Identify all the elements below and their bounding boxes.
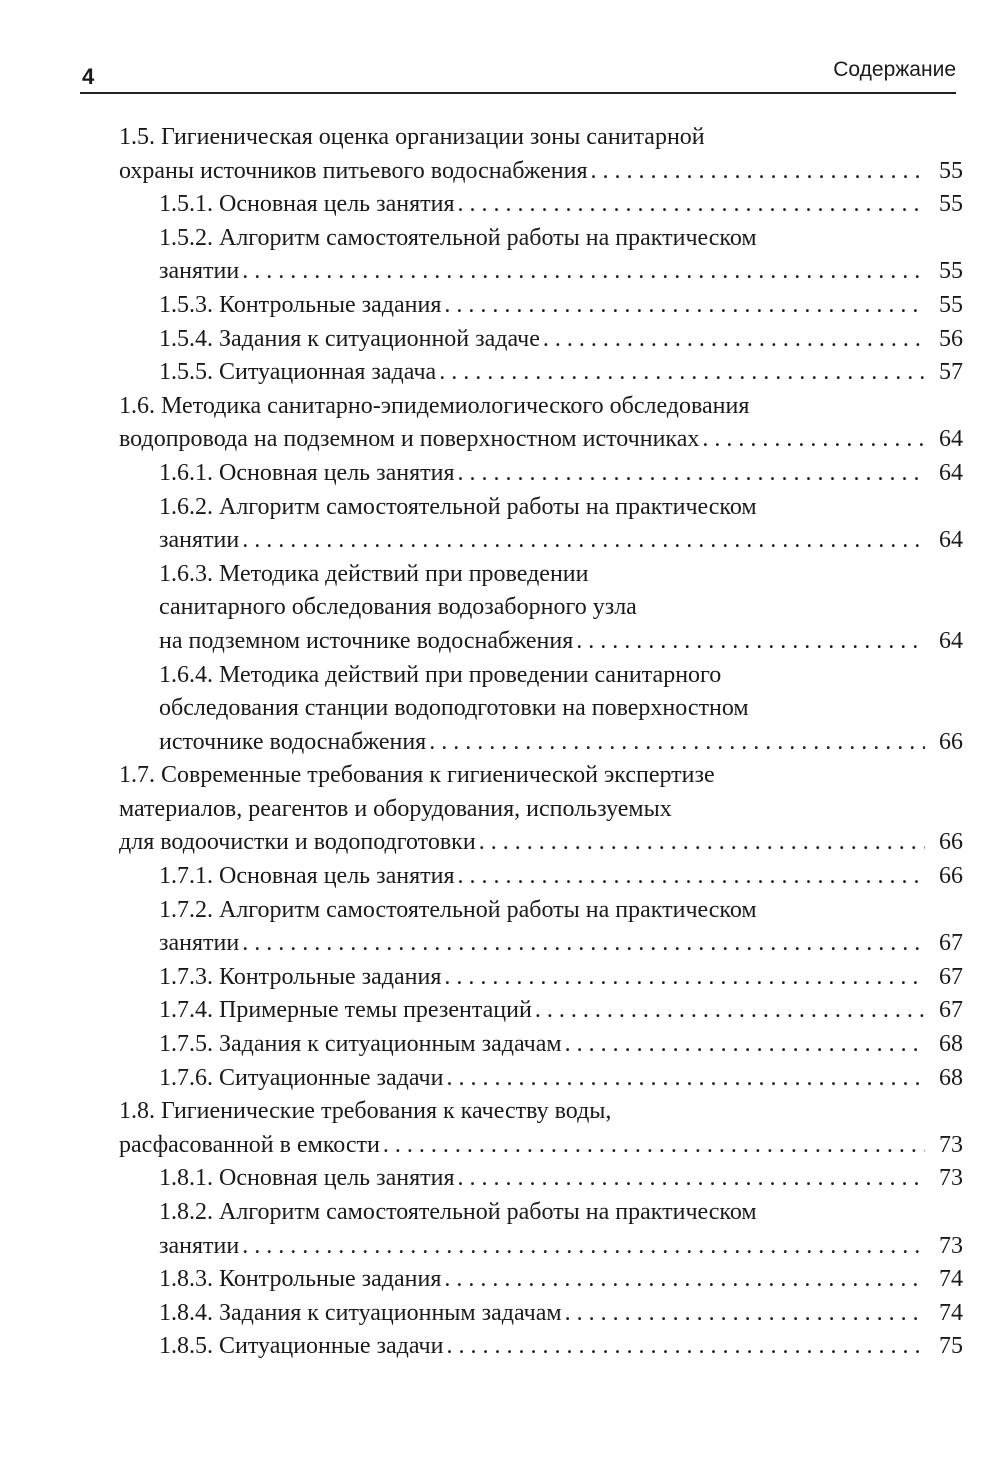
toc-entry-text: 1.8.1. Основная цель занятия bbox=[159, 1165, 455, 1192]
toc-entry-last-line bbox=[159, 524, 963, 558]
toc-entry-text: обследования станции водоподготовки на поверхностном bbox=[159, 695, 749, 722]
running-header bbox=[80, 52, 956, 92]
toc-entry-line bbox=[159, 659, 963, 693]
dot-leader bbox=[699, 423, 925, 457]
dot-leader bbox=[441, 961, 925, 995]
toc-entry-last-line bbox=[159, 1297, 963, 1331]
toc-page-number: 73 bbox=[939, 1232, 963, 1259]
toc-entry-text: 1.8.4. Задания к ситуационным задачам bbox=[159, 1299, 562, 1326]
toc-page-number: 73 bbox=[939, 1165, 963, 1192]
toc-entry-text: 1.6.2. Алгоритм самостоятельной работы на практическом bbox=[159, 493, 757, 520]
dot-leader bbox=[443, 1062, 925, 1096]
toc-page-number: 67 bbox=[939, 963, 963, 990]
toc-entry bbox=[119, 121, 963, 188]
dot-leader bbox=[562, 1297, 925, 1331]
toc-entry bbox=[119, 994, 963, 1028]
toc-page-number: 67 bbox=[939, 997, 963, 1024]
dot-leader bbox=[532, 994, 925, 1028]
dot-leader bbox=[455, 860, 926, 894]
toc-entry-text: занятии bbox=[159, 930, 240, 957]
dot-leader bbox=[455, 457, 926, 491]
toc-page-number: 73 bbox=[939, 1131, 963, 1158]
dot-leader bbox=[573, 625, 925, 659]
toc-entry bbox=[119, 1162, 963, 1196]
toc-entry-line bbox=[159, 491, 963, 525]
toc-entry bbox=[119, 1330, 963, 1364]
toc-page-number: 56 bbox=[939, 325, 963, 352]
toc-entry-line bbox=[159, 558, 963, 592]
toc-entry-text: источнике водоснабжения bbox=[159, 728, 427, 755]
dot-leader bbox=[441, 1263, 925, 1297]
dot-leader bbox=[562, 1028, 925, 1062]
toc-page-number: 55 bbox=[939, 258, 963, 285]
dot-leader bbox=[239, 927, 925, 961]
toc-entry-text: 1.7.4. Примерные темы презентаций bbox=[159, 997, 532, 1024]
toc-entry-text: 1.7.3. Контрольные задания bbox=[159, 963, 442, 990]
page-number: 4 bbox=[82, 64, 95, 89]
dot-leader bbox=[540, 323, 925, 357]
toc-entry-last-line bbox=[159, 961, 963, 995]
toc-entry-text: материалов, реагентов и оборудования, используемых bbox=[119, 795, 672, 822]
toc-entry-line bbox=[159, 894, 963, 928]
toc-entry bbox=[119, 289, 963, 323]
dot-leader bbox=[476, 826, 925, 860]
toc-page-number: 57 bbox=[939, 359, 963, 386]
toc-entry bbox=[119, 558, 963, 659]
toc-entry-line bbox=[159, 222, 963, 256]
toc-page-number: 64 bbox=[939, 527, 963, 554]
dot-leader bbox=[239, 1230, 925, 1264]
toc-entry bbox=[119, 1095, 963, 1162]
toc-entry-last-line bbox=[159, 726, 963, 760]
toc-page-number: 64 bbox=[939, 426, 963, 453]
toc-entry-last-line bbox=[159, 994, 963, 1028]
dot-leader bbox=[455, 188, 926, 222]
toc-entry-last-line bbox=[119, 423, 963, 457]
toc-entry-text: на подземном источнике водоснабжения bbox=[159, 627, 574, 654]
toc-entry-last-line bbox=[159, 457, 963, 491]
toc-entry bbox=[119, 491, 963, 558]
toc-page-number: 74 bbox=[939, 1299, 963, 1326]
toc-entry-last-line bbox=[119, 1129, 963, 1163]
toc-entry-text: 1.6. Методика санитарно-эпидемиологического обследования bbox=[119, 392, 750, 419]
toc-entry-text: 1.6.4. Методика действий при проведении санитарного bbox=[159, 661, 722, 688]
table-of-contents bbox=[119, 121, 963, 1364]
toc-entry-text: 1.5.3. Контрольные задания bbox=[159, 291, 442, 318]
toc-entry-line bbox=[159, 1196, 963, 1230]
dot-leader bbox=[239, 255, 925, 289]
toc-entry bbox=[119, 894, 963, 961]
toc-entry bbox=[119, 356, 963, 390]
toc-entry-last-line bbox=[159, 1230, 963, 1264]
toc-entry bbox=[119, 188, 963, 222]
toc-entry-line bbox=[119, 1095, 963, 1129]
toc-entry-line bbox=[119, 793, 963, 827]
dot-leader bbox=[587, 155, 925, 189]
toc-entry-text: 1.7.1. Основная цель занятия bbox=[159, 863, 455, 890]
toc-page-number: 64 bbox=[939, 459, 963, 486]
toc-page-number: 64 bbox=[939, 627, 963, 654]
toc-entry bbox=[119, 323, 963, 357]
toc-entry-last-line bbox=[159, 1330, 963, 1364]
toc-entry-line bbox=[119, 121, 963, 155]
toc-entry-text: 1.5.2. Алгоритм самостоятельной работы на практическом bbox=[159, 224, 757, 251]
toc-entry bbox=[119, 659, 963, 760]
dot-leader bbox=[239, 524, 925, 558]
toc-entry bbox=[119, 1196, 963, 1263]
toc-page-number: 75 bbox=[939, 1333, 963, 1360]
toc-entry-last-line bbox=[159, 188, 963, 222]
toc-entry-text: 1.5.4. Задания к ситуационной задаче bbox=[159, 325, 540, 352]
dot-leader bbox=[443, 1330, 925, 1364]
header-divider bbox=[80, 92, 956, 94]
toc-entry-last-line bbox=[159, 1062, 963, 1096]
toc-page-number: 67 bbox=[939, 930, 963, 957]
toc-entry-text: 1.6.1. Основная цель занятия bbox=[159, 459, 455, 486]
toc-entry-text: расфасованной в емкости bbox=[119, 1131, 380, 1158]
toc-entry-text: 1.8.2. Алгоритм самостоятельной работы на практическом bbox=[159, 1199, 757, 1225]
toc-entry bbox=[119, 457, 963, 491]
toc-page-number: 66 bbox=[939, 863, 963, 890]
toc-entry-text: занятии bbox=[159, 1232, 240, 1259]
toc-entry bbox=[119, 222, 963, 289]
dot-leader bbox=[436, 356, 925, 390]
toc-entry-text: 1.7.6. Ситуационные задачи bbox=[159, 1064, 444, 1091]
toc-entry-text: 1.5. Гигиеническая оценка организации зоны санитарной bbox=[119, 124, 705, 150]
dot-leader bbox=[441, 289, 925, 323]
toc-entry-text: 1.5.1. Основная цель занятия bbox=[159, 191, 455, 218]
dot-leader bbox=[380, 1129, 925, 1163]
toc-entry bbox=[119, 759, 963, 860]
toc-entry bbox=[119, 1028, 963, 1062]
toc-entry-last-line bbox=[159, 356, 963, 390]
toc-entry-text: охраны источников питьевого водоснабжения bbox=[119, 157, 588, 184]
toc-entry-text: 1.7. Современные требования к гигиенической экспертизе bbox=[119, 762, 715, 789]
toc-entry-text: 1.8. Гигиенические требования к качеству воды, bbox=[119, 1098, 612, 1125]
toc-entry-text: 1.8.3. Контрольные задания bbox=[159, 1266, 442, 1293]
toc-entry-last-line bbox=[119, 826, 963, 860]
toc-entry-line bbox=[159, 692, 963, 726]
toc-entry-line bbox=[119, 759, 963, 793]
toc-entry-last-line bbox=[159, 625, 963, 659]
toc-page-number: 68 bbox=[939, 1031, 963, 1058]
toc-entry-line bbox=[159, 591, 963, 625]
dot-leader bbox=[426, 726, 925, 760]
toc-page-number: 66 bbox=[939, 728, 963, 755]
toc-page-number: 55 bbox=[939, 157, 963, 184]
toc-entry bbox=[119, 1263, 963, 1297]
dot-leader bbox=[455, 1162, 926, 1196]
toc-entry-last-line bbox=[159, 1263, 963, 1297]
toc-entry-last-line bbox=[159, 927, 963, 961]
toc-entry-last-line bbox=[159, 1028, 963, 1062]
toc-entry-text: занятии bbox=[159, 258, 240, 285]
toc-entry bbox=[119, 1297, 963, 1331]
toc-entry-text: 1.7.2. Алгоритм самостоятельной работы на практическом bbox=[159, 896, 757, 923]
toc-entry-last-line bbox=[159, 1162, 963, 1196]
toc-entry-last-line bbox=[119, 155, 963, 189]
toc-entry bbox=[119, 390, 963, 457]
toc-page-number: 55 bbox=[939, 191, 963, 218]
toc-entry-last-line bbox=[159, 255, 963, 289]
toc-entry bbox=[119, 961, 963, 995]
toc-entry bbox=[119, 860, 963, 894]
toc-entry-line bbox=[119, 390, 963, 424]
toc-entry-text: 1.5.5. Ситуационная задача bbox=[159, 359, 437, 386]
toc-page-number: 68 bbox=[939, 1064, 963, 1091]
toc-page-number: 66 bbox=[939, 829, 963, 856]
toc-entry-text: для водоочистки и водоподготовки bbox=[119, 829, 476, 856]
toc-entry-text: водопровода на подземном и поверхностном источниках bbox=[119, 426, 700, 453]
toc-entry-text: 1.6.3. Методика действий при проведении bbox=[159, 560, 589, 587]
toc-entry-last-line bbox=[159, 289, 963, 323]
running-section-title: Содержание bbox=[833, 58, 956, 81]
toc-entry-text: занятии bbox=[159, 527, 240, 554]
toc-page-number: 74 bbox=[939, 1266, 963, 1293]
toc-entry-last-line bbox=[159, 323, 963, 357]
toc-entry bbox=[119, 1062, 963, 1096]
toc-page-number: 55 bbox=[939, 291, 963, 318]
toc-entry-text: 1.8.5. Ситуационные задачи bbox=[159, 1333, 444, 1360]
toc-entry-last-line bbox=[159, 860, 963, 894]
toc-entry-text: 1.7.5. Задания к ситуационным задачам bbox=[159, 1031, 562, 1058]
toc-entry-text: санитарного обследования водозаборного узла bbox=[159, 594, 637, 621]
